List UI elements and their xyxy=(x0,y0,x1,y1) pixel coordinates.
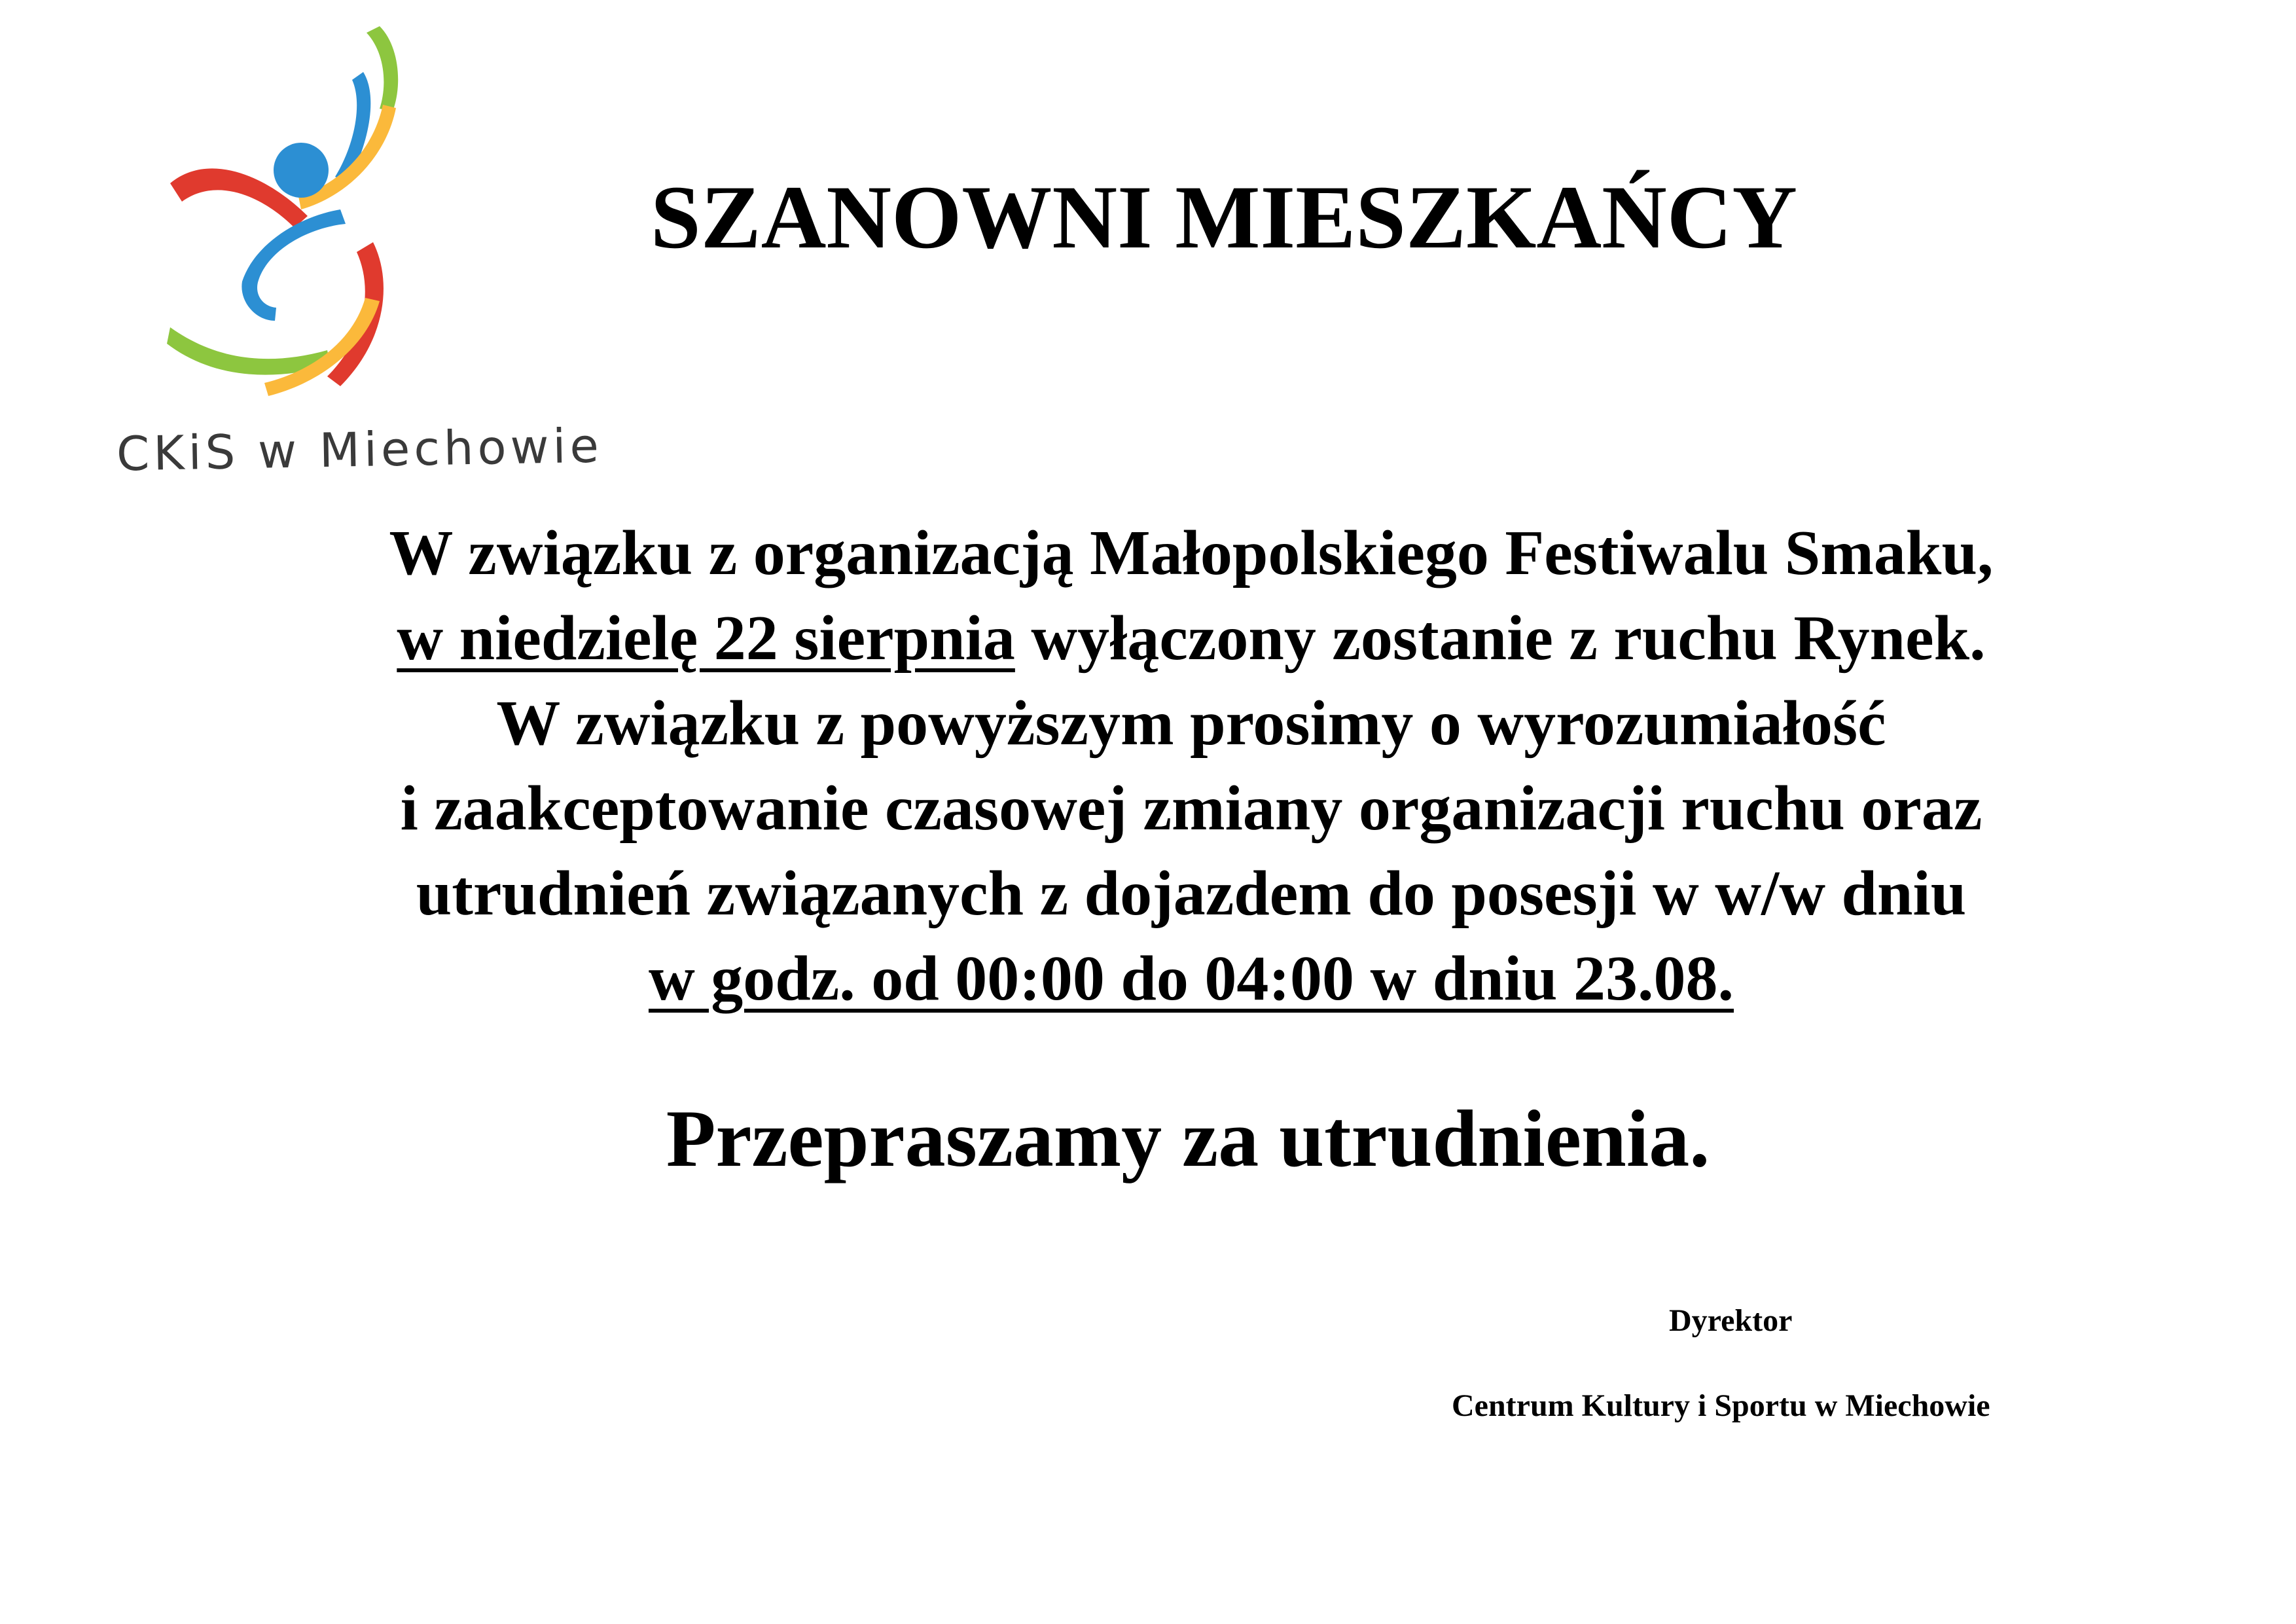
notice-line-1: W związku z organizacją Małopolskiego Festiwalu Smaku, xyxy=(389,518,1994,588)
notice-body xyxy=(0,511,2296,1021)
notice-line-2 xyxy=(0,596,2296,681)
notice-line-6 xyxy=(0,936,2296,1021)
apology-text: Przepraszamy za utrudnienia. xyxy=(666,1094,1710,1183)
notice-line-5: utrudnień związanych z dojazdem do posesji w w/w dniu xyxy=(416,858,1967,929)
notice-hours-underlined: w godz. od 00:00 do 04:00 w dniu 23.08. xyxy=(648,943,1734,1014)
logo-text: CKiS w Miechowie xyxy=(116,418,603,482)
notice-line-4: i zaakceptowanie czasowej zmiany organizacji ruchu oraz xyxy=(400,773,1982,844)
notice-line-3: W związku z powyższym prosimy o wyrozumiałość xyxy=(496,688,1886,759)
page-title: SZANOWNI MIESZKAŃCY xyxy=(650,167,1798,267)
signature-role: Dyrektor xyxy=(1669,1303,1793,1338)
signature-organization: Centrum Kultury i Sportu w Miechowie xyxy=(1452,1388,1990,1423)
notice-date-underlined: w niedzielę 22 sierpnia xyxy=(397,603,1015,674)
notice-line-2-rest: wyłączony zostanie z ruchu Rynek. xyxy=(1014,603,1986,674)
